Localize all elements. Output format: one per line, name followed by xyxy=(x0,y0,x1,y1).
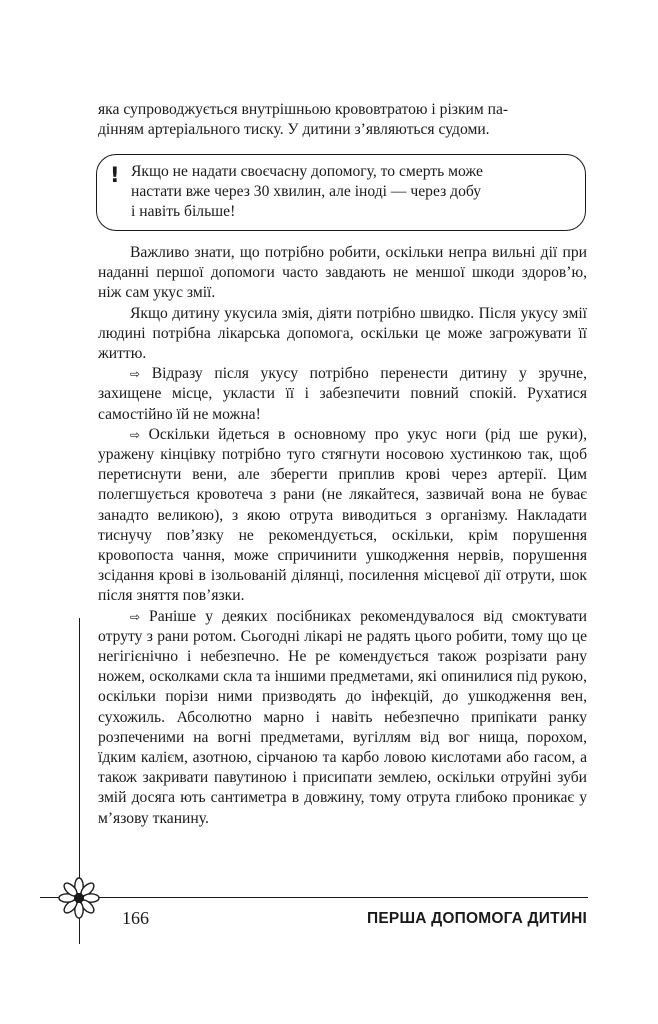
paragraph-line: і присипати землею, оскільки отруйні зуби змій досяга xyxy=(98,769,587,807)
warning-line: і навіть більше! xyxy=(131,203,236,221)
paragraph xyxy=(98,304,587,365)
exclamation-icon: ! xyxy=(110,163,120,187)
paragraph-line: отрута виводиться з організму. Накладати тиснучу пов’язку xyxy=(98,506,587,544)
warning-line: настати вже через 30 хвилин, але іноді — через добу xyxy=(131,183,482,201)
paragraph-line: порізи ними призводять до інфекцій, до ушкодження вен, xyxy=(165,688,588,706)
paragraph-line: цього робити, тому що це негігієнічно і небезпечно. Не ре xyxy=(98,627,587,666)
warning-line: Якщо не надати своєчасну допомогу, то смерть може xyxy=(131,163,483,180)
paragraph xyxy=(98,607,587,829)
paragraph-line: меншої шкоди здоров’ю, ніж сам укус змії. xyxy=(98,264,588,302)
arrow-bullet-icon: ⇨ xyxy=(130,427,141,442)
body-text xyxy=(98,243,587,829)
intro-line: яка супроводжується внутрішньою крововтратою і різким па- xyxy=(98,101,509,118)
paragraph-line: у зручне, захищене місце, укласти її і забезпечити повний xyxy=(98,365,587,403)
paragraph-line: крові через артерії. Цим полегшується кровотеча з рани (не xyxy=(98,466,587,504)
running-title: ПЕРША ДОПОМОГА ДИТИНІ xyxy=(367,910,587,927)
paragraph-line: не рекомендується, оскільки, крім порушення кровопоста xyxy=(98,526,587,565)
paragraph xyxy=(98,243,587,304)
paragraph-line: Раніше у деяких посібниках рекомендувалося від xyxy=(149,607,503,625)
paragraph-line: вильні дії при наданні першої допомоги часто завдають не xyxy=(98,244,587,282)
paragraph-line: зсідання крові в ізольованій ділянці, посилення місцевої дії xyxy=(98,567,506,585)
paragraph xyxy=(98,425,587,607)
paragraph-line: у м’язову тканину. xyxy=(98,789,587,827)
flower-icon xyxy=(58,877,100,919)
paragraph-line: чання, може спричинити ушкодження нервів, порушення xyxy=(182,547,588,565)
intro-text xyxy=(98,100,587,140)
arrow-bullet-icon: ⇨ xyxy=(130,367,141,382)
paragraph-line: отрути, шок після зняття пов’язки. xyxy=(98,567,587,605)
arrow-bullet-icon: ⇨ xyxy=(130,609,141,624)
paragraph xyxy=(98,364,587,425)
paragraph-line: Якщо дитину укусила змія, діяти потрібно швидко. Після xyxy=(130,304,521,322)
paragraph-line: ранку розпеченими на вогні предметами, вугіллям від вог xyxy=(98,708,587,746)
paragraph-line: смоктувати отруту з рани ротом. Сьогодні лікарі не радять xyxy=(98,607,587,645)
paragraph-line: укусу змії людині потрібна лікарська допомога, оскільки це xyxy=(98,304,587,342)
paragraph-line: Важливо знати, що потрібно робити, оскільки непра xyxy=(130,244,487,261)
intro-line: дінням артеріального тиску. У дитини з’являються судоми. xyxy=(98,121,490,139)
paragraph-line: спокій. Рухатися самостійно їй не можна! xyxy=(98,385,587,423)
paragraph-line: лякайтеся, зазвичай вона не буває занадто великою), з якою xyxy=(98,486,587,524)
page-number: 166 xyxy=(122,908,149,928)
paragraph-line: сухожиль. Абсолютно марно і навіть небезпечно припікати xyxy=(98,708,549,726)
paragraph-line: нища, порохом, їдким калієм, азотною, сірчаною та карбо xyxy=(98,728,587,767)
paragraph-line: та іншими предметами, які опинилися під рукою, оскільки xyxy=(98,668,587,706)
paragraph-line: може загрожувати її життю. xyxy=(98,324,587,363)
paragraph-line: комендується також розрізати рану ножем, осколками скла xyxy=(98,648,587,686)
paragraph-line: ше руки), уражену кінцівку потрібно туго стягнути носовою xyxy=(98,425,587,464)
warning-callout xyxy=(96,154,586,231)
paragraph-line: Оскільки йдеться в основному про укус ноги (рід xyxy=(148,425,511,443)
footer-rule xyxy=(40,897,588,898)
warning-text xyxy=(131,162,571,223)
paragraph-line: ловою кислотами або гасом, а також закривати павутиною xyxy=(98,749,587,787)
paragraph-line: ють сантиметра в довжину, тому отрута глибоко проникає xyxy=(180,789,580,807)
paragraph-line: хустинкою так, щоб перетиснути вени, але зберегти приплив xyxy=(98,446,588,484)
paragraph-line: Відразу після укусу потрібно перенести дитину xyxy=(151,365,519,383)
